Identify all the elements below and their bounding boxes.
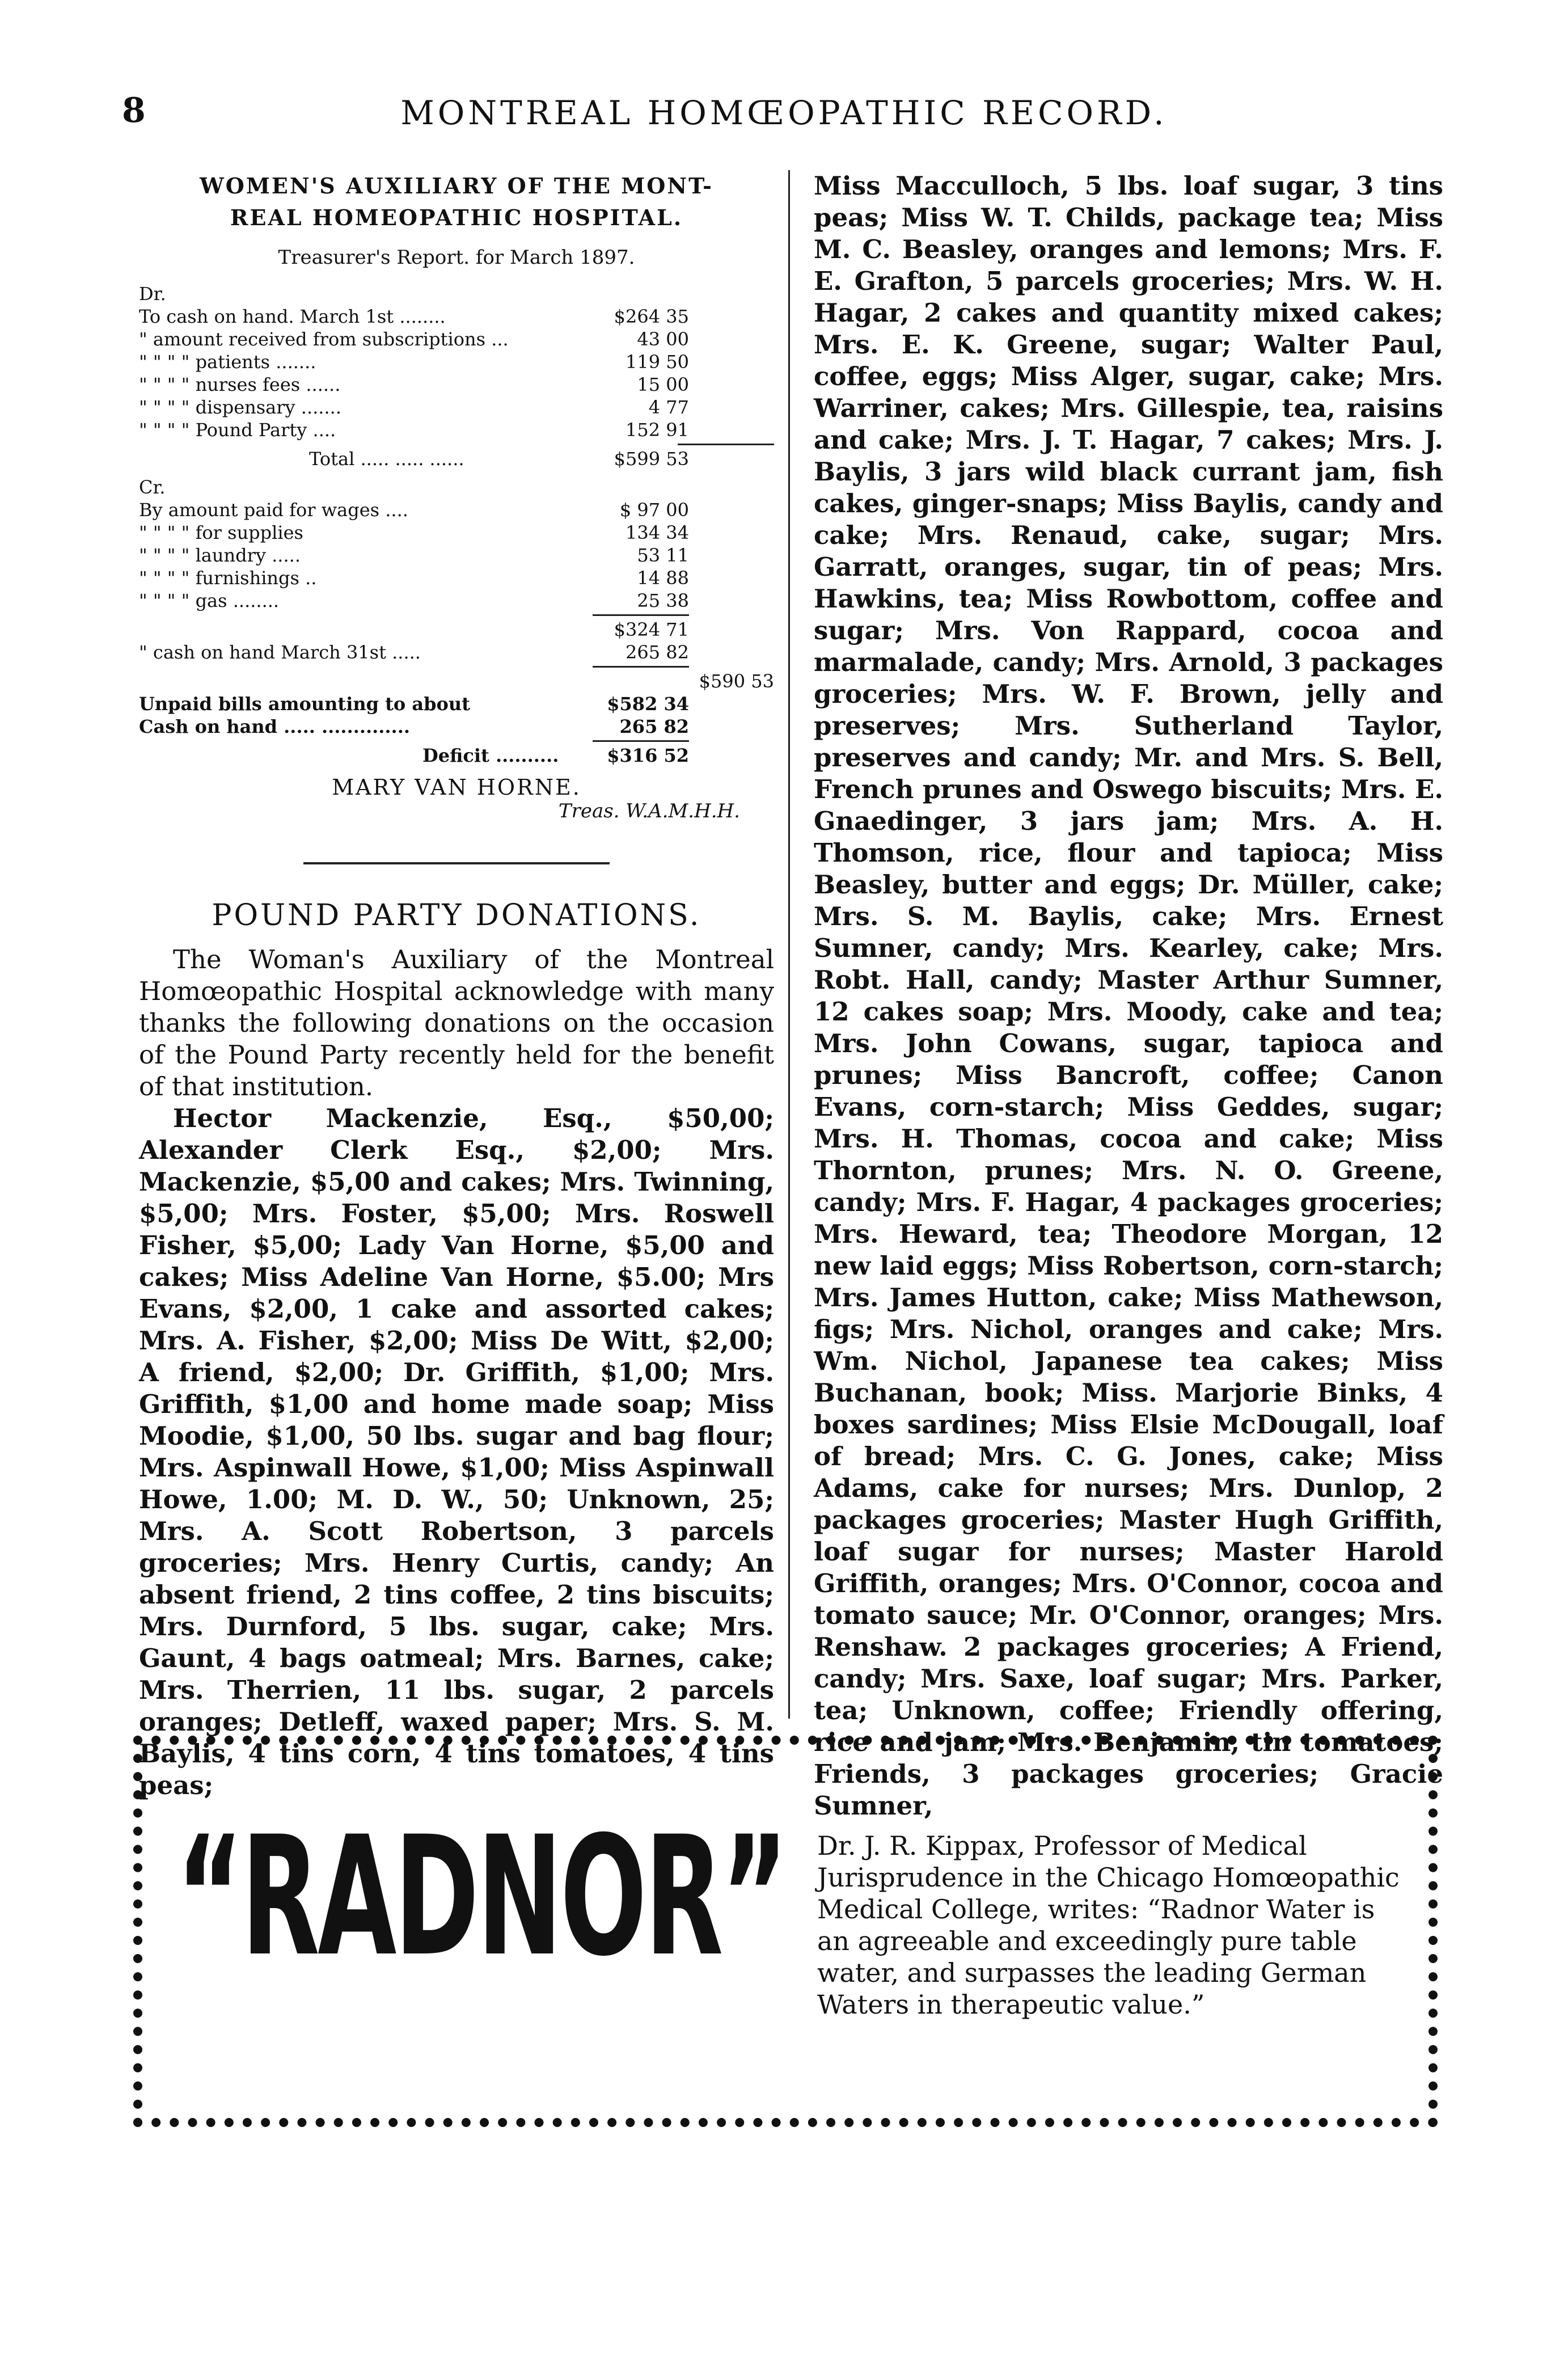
- donations-intro: The Woman's Auxiliary of the Montreal Homœopathic Hospital acknowledge with many thanks the following donations on the occasion of the Pound Party recently held for the benefit of that institution.: [139, 944, 774, 1102]
- ledger-rule: [593, 740, 689, 742]
- right-column: [814, 170, 1443, 1822]
- section-divider: [303, 862, 610, 864]
- ledger-row: " " " " Pound Party .... 152 91: [139, 419, 689, 441]
- ledger-row: " " " " gas ........ 25 38: [139, 590, 689, 611]
- donations-title: POUND PARTY DONATIONS.: [212, 898, 701, 932]
- ledger-rule: [593, 614, 689, 616]
- donations-list-right: Miss Macculloch, 5 lbs. loaf sugar, 3 tins peas; Miss W. T. Childs, package tea; Miss M. C. Beasley, oranges and lemons; Mrs. F. E. Grafton, 5 parcels groceries; Mrs. W. H. Hagar, 2 cakes and quantity mixed cakes; Mrs. E. K. Greene, sugar; Walter Paul, coffee, eggs; Miss Alger, sugar, cake; Mrs. Warriner, cakes; Mrs. Gillespie, tea, raisins and cake; Mrs. J. T. Hagar, 7 cakes; Mrs. J. Baylis, 3 jars wild black currant jam, fish cakes, ginger-snaps; Miss Baylis, candy and cake; Mrs. Renaud, cake, sugar; Mrs. Garratt, oranges, sugar, tin of peas; Mrs. Hawkins, tea; Miss Rowbottom, coffee and sugar; Mrs. Von Rappard, cocoa and marmalade, candy; Mrs. Arnold, 3 packages groceries; Mrs. W. F. Brown, jelly and preserves; Mrs. Sutherland Taylor, preserves and candy; Mr. and Mrs. S. Bell, French prunes and Oswego biscuits; Mrs. E. Gnaedinger, 3 jars jam; Mrs. A. H. Thomson, rice, flour and tapioca; Miss Beasley, butter and eggs; Dr. Müller, cake; Mrs. S. M. Baylis, cake; Mrs. Ernest Sumner, candy; Mrs. Kearley, cake; Mrs. Robt. Hall, candy; Master Arthur Sumner, 12 cakes soap; Mrs. Moody, cake and tea; Mrs. John Cowans, sugar, tapioca and prunes; Miss Bancroft, coffee; Canon Evans, corn-starch; Miss Geddes, sugar; Mrs. H. Thomas, cocoa and cake; Miss Thornton, prunes; Mrs. N. O. Greene, candy; Mrs. F. Hagar, 4 packages groceries; Mrs. Heward, tea; Theodore Morgan, 12 new laid eggs; Miss Robertson, corn-starch; Mrs. James Hutton, cake; Miss Mathewson, figs; Mrs. Nichol, oranges and cake; Mrs. Wm. Nichol, Japanese tea cakes; Miss Buchanan, book; Miss. Marjorie Binks, 4 boxes sardines; Miss Elsie McDougall, loaf of bread; Mrs. C. G. Jones, cake; Miss Adams, cake for nurses; Mrs. Dunlop, 2 packages groceries; Master Hugh Griffith, loaf sugar for nurses; Master Harold Griffith, oranges; Mrs. O'Connor, cocoa and tomato sauce; Mr. O'Connor, oranges; Mrs. Renshaw. 2 packages groceries; A Friend, candy; Mrs. Saxe, loaf sugar; Mrs. Parker, tea; Unknown, coffee; Friendly offering, rice and jam; Mrs. Benjamin, tin tomatoes; Friends, 3 packages groceries; Gracie Sumner,: [814, 171, 1443, 1821]
- ledger-row: " amount received from subscriptions ... 43 00: [139, 328, 689, 350]
- ledger-cash-on-hand-row: Cash on hand ..... .............. 265 82: [139, 716, 689, 737]
- treasurer-title: Treas. W.A.M.H.H.: [558, 800, 740, 822]
- ledger-row: " " " " dispensary ....... 4 77: [139, 396, 689, 418]
- ledger-rule: [678, 444, 774, 445]
- ledger-row: " " " " laundry ..... 53 11: [139, 545, 689, 566]
- ledger-row: By amount paid for wages .... $ 97 00: [139, 499, 689, 521]
- ledger-total-row: Total ..... ..... ...... $599 53: [309, 448, 689, 470]
- heading-line-1: WOMEN'S AUXILIARY OF THE MONT-: [200, 173, 713, 199]
- ledger-row: " " " " for supplies 134 34: [139, 522, 689, 543]
- running-head: MONTREAL HOMŒOPATHIC RECORD.: [400, 94, 1168, 132]
- ledger-credits: [139, 476, 774, 767]
- page-number: 8: [122, 91, 146, 130]
- ledger-cash-row: " cash on hand March 31st ..... 265 82: [139, 642, 689, 663]
- advert-title: “RADNOR”: [176, 1801, 787, 1993]
- ledger-row: " " " " furnishings .. 14 88: [139, 567, 689, 589]
- ledger-cr-label: Cr.: [139, 476, 166, 498]
- ledger-deficit-row: Deficit .......... $316 52: [422, 745, 689, 766]
- ledger-dr-label: Dr.: [139, 283, 166, 305]
- ledger-grandtotal-row: $590 53: [699, 670, 774, 692]
- donations-list-left: Hector Mackenzie, Esq., $50,00; Alexander Clerk Esq., $2,00; Mrs. Mackenzie, $5,00 and cakes; Mrs. Twinning, $5,00; Mrs. Foster, $5,00; Mrs. Roswell Fisher, $5,00; Lady Van Horne, $5,00 and cakes; Miss Adeline Van Horne, $5.00; Mrs Evans, $2,00, 1 cake and assorted cakes; Mrs. A. Fisher, $2,00; Miss De Witt, $2,00; A friend, $2,00; Dr. Griffith, $1,00; Mrs. Griffith, $1,00 and home made soap; Miss Moodie, $1,00, 50 lbs. sugar and bag flour; Mrs. Aspinwall Howe, $1,00; Miss Aspinwall Howe, 1.00; M. D. W., 50; Unknown, 25; Mrs. A. Scott Robertson, 3 parcels groceries; Mrs. Henry Curtis, candy; An absent friend, 2 tins coffee, 2 tins biscuits; Mrs. Durnford, 5 lbs. sugar, cake; Mrs. Gaunt, 4 bags oatmeal; Mrs. Barnes, cake; Mrs. Therrien, 11 lbs. sugar, 2 parcels oranges; Detleff, waxed paper; Mrs. S. M. Baylis, 4 tins corn, 4 tins tomatoes, 4 tins peas;: [139, 1103, 774, 1800]
- advert-quote: Dr. J. R. Kippax, Professor of Medical Jurisprudence in the Chicago Homœopathic Medical College, writes: “Radnor Water is an agreeable and exceedingly pure table water, and surpasses the leading German Waters in therapeutic value.”: [817, 1830, 1400, 2020]
- advert-box: [133, 1736, 1438, 2127]
- column-divider: [788, 170, 790, 1719]
- left-column: [139, 170, 774, 1801]
- ledger-row: To cash on hand. March 1st ........ $264 35: [139, 306, 689, 327]
- treasurer-signature: MARY VAN HORNE.: [332, 775, 581, 800]
- ledger-row: " " " " nurses fees ...... 15 00: [139, 374, 689, 395]
- ledger-unpaid-row: Unpaid bills amounting to about $582 34: [139, 693, 689, 715]
- heading-line-2: REAL HOMEOPATHIC HOSPITAL.: [230, 205, 683, 230]
- ledger-row: " " " " patients ....... 119 50: [139, 351, 689, 373]
- ledger-rule: [593, 666, 689, 668]
- treasurer-report-subheading: Treasurer's Report. for March 1897.: [278, 246, 635, 269]
- ledger-debits: [139, 282, 774, 470]
- treasurer-report-heading: [139, 170, 774, 234]
- ledger-subtotal-row: $324 71: [614, 619, 689, 640]
